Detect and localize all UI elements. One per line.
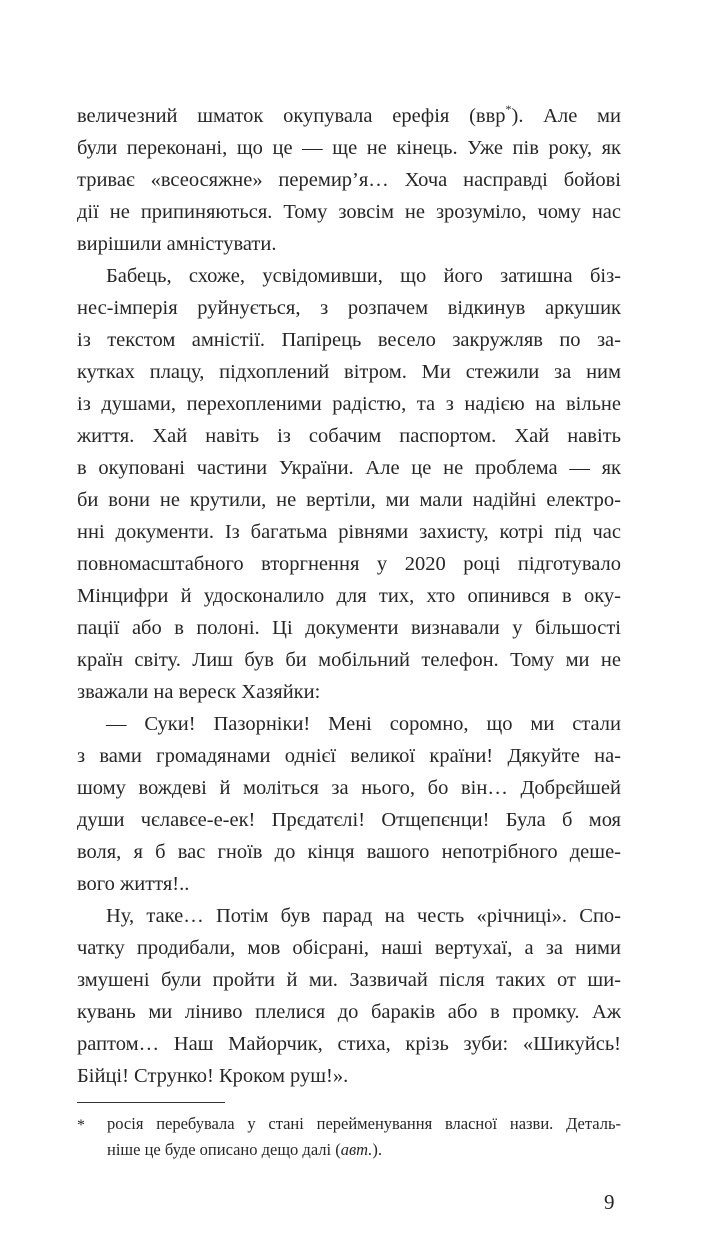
paragraph-2-line-8: би вони не крутили, не вертіли, ми мали надійні електро- xyxy=(77,489,621,511)
paragraph-4-line-1: Ну, таке… Потім був парад на честь «річниці». Спо- xyxy=(106,905,621,927)
paragraph-1-line-2: були переконані, що це — ще не кінець. Уже пів року, як xyxy=(77,137,621,159)
page-number: 9 xyxy=(604,1190,615,1214)
paragraph-4-line-3: змушені були пройти й ми. Зазвичай після таких от ши- xyxy=(77,969,621,991)
paragraph-2-line-5: із душами, перехопленими радістю, та з надією на вільне xyxy=(77,393,621,415)
paragraph-3-line-1: — Суки! Пазорніки! Мені соромно, що ми стали xyxy=(106,713,621,735)
paragraph-4-line-2: чатку продибали, мов обісрані, наші вертухаї, а за ними xyxy=(77,937,621,959)
paragraph-2-line-2: нес-імперія руйнується, з розпачем відкинув аркушик xyxy=(77,297,621,319)
paragraph-1-line-3: триває «всеосяжне» перемир’я… Хоча насправді бойові xyxy=(77,169,621,191)
paragraph-3-line-5: воля, я б вас гноїв до кінця вашого непотрібного деше- xyxy=(77,841,621,863)
footnote-line-2: ніше це буде описано дещо далі (авт.). xyxy=(107,1140,383,1159)
paragraph-2-line-1: Бабець, схоже, усвідомивши, що його затишна біз- xyxy=(106,265,621,287)
paragraph-2-line-11: Мінцифри й удосконалило для тих, хто опинився в оку- xyxy=(77,585,621,607)
paragraph-3-line-3: шому вождеві й моліться за нього, бо він… Добрєйшей xyxy=(77,777,621,799)
paragraph-2-line-10: повномасштабного вторгнення у 2020 році підготувало xyxy=(77,553,621,575)
paragraph-1-line-1: величезний шматок окупувала ерефія (ввр*). Але ми xyxy=(77,102,621,127)
paragraph-2-line-3: із текстом амністії. Папірець весело закружляв по за- xyxy=(77,329,621,351)
paragraph-4-line-4: кувань ми ліниво плелися до бараків або в промку. Аж xyxy=(77,1001,621,1023)
paragraph-1-line-5: вирішили амністувати. xyxy=(77,233,277,255)
paragraph-2-line-13: країн світу. Лиш був би мобільний телефон. Тому ми не xyxy=(77,649,621,671)
paragraph-3-line-2: з вами громадянами однієї великої країни! Дякуйте на- xyxy=(77,745,621,767)
footnote-author-abbrev: авт. xyxy=(340,1140,373,1159)
paragraph-2-line-6: життя. Хай навіть із собачим паспортом. Хай навіть xyxy=(77,425,621,447)
paragraph-2-line-7: в окуповані частини України. Але це не проблема — як xyxy=(77,457,621,479)
paragraph-4-line-5: раптом… Наш Майорчик, стиха, крізь зуби: «Шикуйсь! xyxy=(77,1033,621,1055)
footnote-separator xyxy=(77,1102,225,1103)
paragraph-2-line-14: зважали на вереск Хазяйки: xyxy=(77,681,321,703)
paragraph-3-line-4: души чєлавєе-е-ек! Прєдатєлі! Отщепєнци! Була б моя xyxy=(77,809,621,831)
paragraph-3-line-6: вого життя!.. xyxy=(77,873,190,895)
footnote-line-1: росія перебувала у стані перейменування власної назви. Деталь- xyxy=(107,1114,621,1133)
footnote-reference-mark: * xyxy=(505,102,512,116)
paragraph-2-line-12: пації або в полоні. Ці документи визнавали у більшості xyxy=(77,617,621,639)
paragraph-4-line-6: Бійці! Струнко! Кроком руш!». xyxy=(77,1065,349,1087)
paragraph-2-line-4: кутках плацу, підхоплений вітром. Ми стежили за ним xyxy=(77,361,621,383)
paragraph-2-line-9: нні документи. Із багатьма рівнями захисту, котрі під час xyxy=(77,521,621,543)
paragraph-1-line-4: дії не припиняються. Тому зовсім не зрозуміло, чому нас xyxy=(77,201,621,223)
footnote-marker: * xyxy=(77,1117,85,1134)
